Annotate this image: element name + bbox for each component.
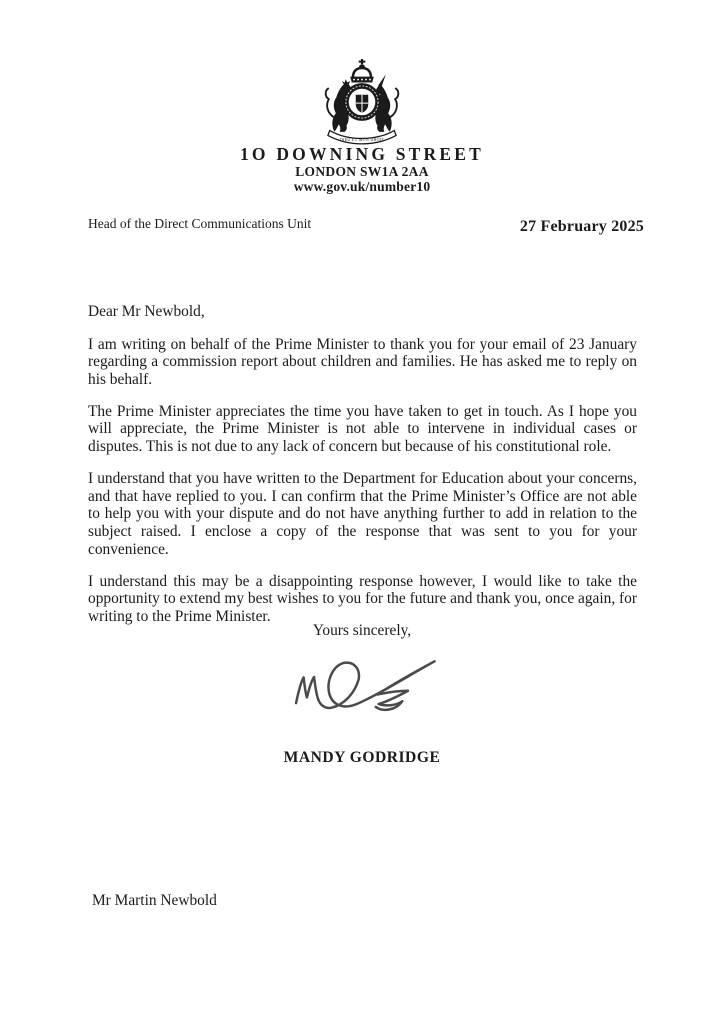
recipient-name: Mr Martin Newbold xyxy=(92,892,217,909)
paragraph: I am writing on behalf of the Prime Minister to thank you for your email of 23 January regarding a commission report about children and families. He has asked me to reply on his behalf. xyxy=(88,335,637,388)
letterhead-website: www.gov.uk/number10 xyxy=(293,179,431,194)
letter-date: 27 February 2025 xyxy=(519,218,644,235)
signatory-name: MANDY GODRIDGE xyxy=(283,749,441,766)
letterhead-title: 1O DOWNING STREET xyxy=(239,144,485,164)
paragraph: The Prime Minister appreciates the time you have taken to get in touch. As I hope you will appreciate, the Prime Minister is not able to intervene in individual cases or disputes. This is not due to any lack of concern but because of his constitutional role. xyxy=(88,402,637,456)
signature-image xyxy=(288,649,454,723)
paragraph: I understand that you have written to the Department for Education about your concerns, and that have replied to you. I can confirm that the Prime Minister’s Office are not able to help you with your dispute and do not have anything further to add in relation to the subject raised. I enclose a copy of the response that was sent to you for your convenience. xyxy=(88,470,637,558)
crest-motto: DIEU ET MON DROIT xyxy=(339,136,385,142)
sender-title: Head of the Direct Communications Unit xyxy=(88,216,312,231)
paragraph: I understand this may be a disappointing response however, I would like to take the opportunity to extend my best wishes to you for the future and thank you, once again, for writing to the Prime Minister. xyxy=(88,572,637,625)
letter-meta-row xyxy=(88,216,644,236)
salutation: Dear Mr Newbold, xyxy=(88,303,205,320)
closing-line: Yours sincerely, xyxy=(312,622,412,639)
letterhead-address: LONDON SW1A 2AA xyxy=(295,164,429,179)
royal-coat-of-arms-icon xyxy=(315,59,409,145)
letter-body xyxy=(88,303,637,640)
